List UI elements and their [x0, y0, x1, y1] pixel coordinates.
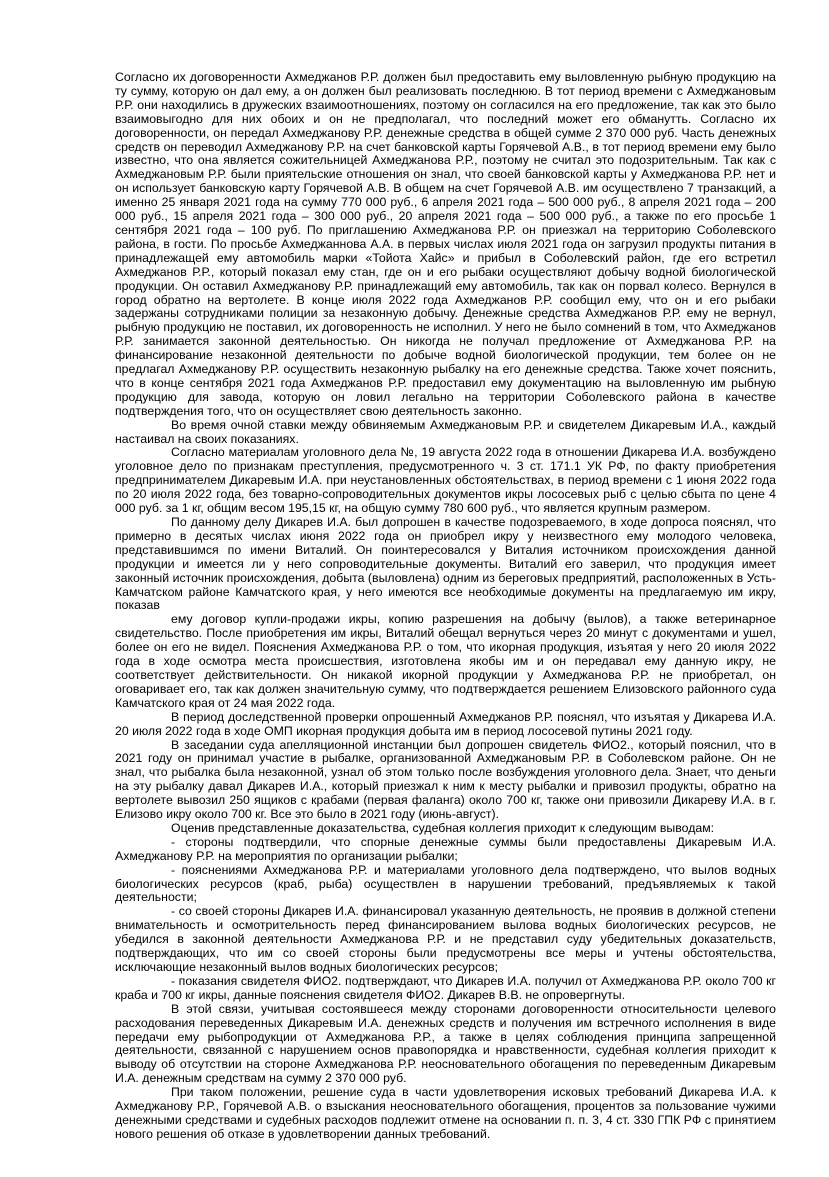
paragraph-8: Оценив представленные доказательства, судебная коллегия приходит к следующим выводам: — [171, 820, 715, 835]
paragraph-2: Во время очной ставки между обвиняемым Ахмеджановым Р.Р. и свидетелем Дикаревым И.А., каждый настаивал на своих показаниях. — [115, 417, 776, 446]
paragraph-4: По данному делу Дикарев И.А. был допрошен в качестве подозреваемого, в ходе допроса пояснял, что примерно в десятых числах июня 2022 года он приобрел икру у неизвестного ему молодого человека, представившимся по имени Виталий. Он поинтересовался у Виталия источником происхождения данной продукции и имеется ли у него сопроводительные документы. Виталий его заверил, что продукция имеет законный источник происхождения, добыта (выловлена) одним из береговых предприятий, расположенных в Усть-Камчатском районе Камчатского края, у него имеются все необходимые документы на предлагаемую им икру, показав — [115, 515, 776, 613]
paragraph-9: - стороны подтвердили, что спорные денежные суммы были предоставлены Дикаревым И.А. Ахмеджанову Р.Р. на мероприятия по организации рыбалки; — [115, 834, 776, 863]
paragraph-11: - со своей стороны Дикарев И.А. финансировал указанную деятельность, не проявив в должной степени внимательность и осмотрительность перед финансированием вылова водных биологических ресурсов, не убедился в законной деятельности Ахмеджанова Р.Р. и не представил суду убедительных доказательств, подтверждающих, что им со своей стороны были предусмотрены все меры и учтены обстоятельства, исключающие незаконный вылов водных биологических ресурсов; — [115, 904, 776, 974]
paragraph-1: Согласно их договоренности Ахмеджанов Р.Р. должен был предоставить ему выловленную рыбную продукцию на ту сумму, которую он дал ему, а он должен был реализовать последнюю. В тот период времени с Ахмеджановым Р.Р. они находились в дружеских взаимоотношениях, поэтому он согласился на его предложение, так как это было взаимовыгодно для них обоих и он не предполагал, что последний может его обманутть. Согласно их договоренности, он передал Ахмеджанову Р.Р. денежные средства в общей сумме 2 370 000 руб. Часть денежных средств он переводил Ахмеджанову Р.Р. на счет банковской карты Горячевой А.В., в тот период времени ему было известно, что она является сожительницей Ахмеджанова Р.Р., поэтому не считал это подозрительным. Так как с Ахмеджановым Р.Р. были приятельские отношения он знал, что своей банковской карты у Ахмеджанова Р.Р. нет и он использует банковскую карту Горячевой А.В. В общем на счет Горячевой А.В. им осуществлено 7 транзакций, а именно 25 января 2021 года на сумму 770 000 руб., 6 апреля 2021 года – 500 000 руб., 8 апреля 2021 года – 200 000 руб., 15 апреля 2021 года – 300 000 руб., 20 апреля 2021 года – 500 000 руб., а также по его просьбе 1 сентября 2021 года – 100 руб. По приглашению Ахмеджанова Р.Р. он приезжал на территорию Соболевского района, в гости. По просьбе Ахмеджаннова А.А. в первых числах июля 2021 года он загрузил продукты питания в принадлежащей ему автомобиль марки «Тойота Хайс» и прибыл в Соболевский район, где его встретил Ахмеджанов Р.Р., который показал ему стан, где он и его рыбаки осуществляют добычу водной биологической продукции. Он оставил Ахмеджанову Р.Р. принадлежащий ему автомобиль, так как он порвал колесо. Вернулся в город обратно на вертолете. В конце июля 2022 года Ахмеджанов Р.Р. сообщил ему, что он и его рыбаки задержаны сотрудниками полиции за незаконную добычу. Денежные средства Ахмеджанов Р.Р. ему не вернул, рыбную продукцию не поставил, их договоренность не исполнил. У него не было сомнений в том, что Ахмеджанов Р.Р. занимается законной деятельностью. Он никогда не получал предложение от Ахмеджанова Р.Р. на финансирование незаконной деятельности по добыче водной биологической продукции, тем более он не предлагал Ахмеджанову Р.Р. осуществить незаконную рыбалку на его денежные средства. Также хочет пояснить, что в конце сентября 2021 года Ахмеджанов Р.Р. предоставил ему документацию на выловленную им рыбную продукцию для завода, которую он ловил легально на территории Соболевского района в качестве подтверждения того, что он осуществляет свою деятельность законно. — [115, 70, 776, 418]
paragraph-7: В заседании суда апелляционной инстанции был допрошен свидетель ФИО2., который пояснил, что в 2021 году он принимал участие в рыбалке, организованной Ахмеджановым Р.Р. в Соболевском районе. Он не знал, что рыбалка была незаконной, узнал об этом только после возбуждения уголовного дела. Знает, что деньги на эту рыбалку давал Дикарев И.А., который приезжал к ним к месту рыбалки и привозил продукты, обратно на вертолете вывозил 250 ящиков с крабами (первая фаланга) около 700 кг, также они привозили Дикареву И.А. в г. Елизово икру около 700 кг. Все это было в 2021 году (июнь-август). — [115, 737, 776, 822]
paragraph-12: - показания свидетеля ФИО2. подтверждают, что Дикарев И.А. получил от Ахмеджанова Р.Р. около 700 кг краба и 700 кг икры, данные пояснения свидетеля ФИО2. Дикарев В.В. не опровергнуты. — [115, 973, 776, 1002]
paragraph-6: В период доследственной проверки опрошенный Ахмеджанов Р.Р. пояснял, что изъятая у Дикарева И.А. 20 июля 2022 года в ходе ОМП икорная продукция добыта им в период лососевой путины 2021 году. — [115, 709, 776, 738]
paragraph-5: ему договор купли-продажи икры, копию разрешения на добычу (вылов), а также ветеринарное свидетельство. После приобретения им икры, Виталий обещал вернуться через 20 минут с документами и ушел, более он его не видел. Пояснения Ахмеджанова Р.Р. о том, что икорная продукция, изъятая у него 20 июля 2022 года в ходе осмотра места происшествия, изготовлена якобы им и он передавал ему данную икру, не соответствует действительности. Он никакой икорной продукции у Ахмеджанова Р.Р. не приобретал, он оговаривает его, так как должен значительную сумму, что подтверждается решением Елизовского районного суда Камчатского края от 24 мая 2022 года. — [115, 612, 776, 710]
paragraph-13: В этой связи, учитывая состоявшееся между сторонами договоренности относительности целевого расходования переведенных Дикаревым И.А. денежных средств и получения им встречного исполнения в виде передачи ему рыбопродукции от Ахмеджанова Р.Р., а также в целях соблюдения принципа запрещенной деятельности, связанной с нарушением основ правопорядка и нравственности, судебная коллегия приходит к выводу об отсутствии на стороне Ахмеджанова Р.Р. неосновательного обогащения по переведенным Дикаревым И.А. денежным средствам на сумму 2 370 000 руб. — [115, 1001, 776, 1086]
paragraph-14: При таком положении, решение суда в части удовлетворения исковых требований Дикарева И.А. к Ахмеджанову Р.Р., Горячевой А.В. о взыскания неосновательного обогащения, процентов за пользование чужими денежными средствами и судебных расходов подлежит отмене на основании п. п. 3, 4 ст. 330 ГПК РФ с принятием нового решения об отказе в удовлетворении данных требований. — [115, 1085, 776, 1141]
paragraph-10: - пояснениями Ахмеджанова Р.Р. и материалами уголовного дела подтверждено, что вылов водных биологических ресурсов (краб, рыба) осуществлен в нарушении требований, предъявляемых к такой деятельности; — [115, 862, 776, 905]
paragraph-3: Согласно материалам уголовного дела №, 19 августа 2022 года в отношении Дикарева И.А. возбуждено уголовное дело по признакам преступления, предусмотренного ч. 3 ст. 171.1 УК РФ, по факту приобретения предпринимателем Дикаревым И.А. при неустановленных обстоятельствах, в период времени с 1 июня 2022 года по 20 июля 2022 года, без товарно-сопроводительных документов икры лососевых рыб с целью сбыта по цене 4 000 руб. за 1 кг, общим весом 195,15 кг, на общую сумму 780 600 руб., что является крупным размером. — [115, 445, 776, 516]
document-page — [115, 71, 776, 1142]
